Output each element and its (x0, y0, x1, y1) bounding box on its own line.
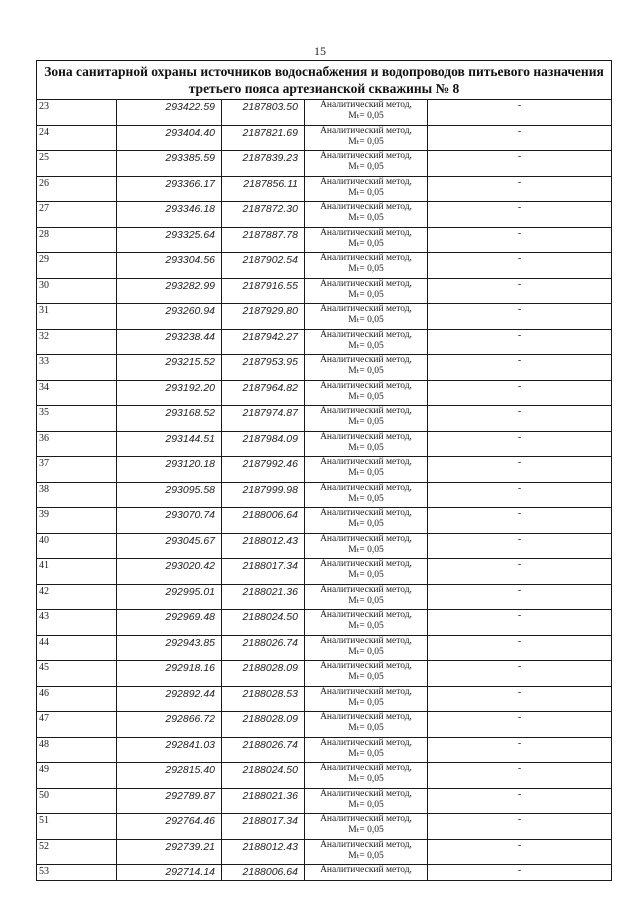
note-cell: - (428, 865, 612, 881)
method-name: Аналитический метод, (320, 100, 412, 110)
note-cell: - (428, 355, 612, 381)
coordinate-y: 2187999.98 (222, 482, 305, 508)
method-precision: Mₜ= 0,05 (348, 391, 384, 402)
method-name: Аналитический метод, (320, 227, 412, 238)
coordinate-y: 2187964.82 (222, 380, 305, 406)
point-number: 35 (37, 406, 117, 432)
method-name: Аналитический метод, (320, 763, 412, 773)
coordinate-x: 292815.40 (117, 763, 222, 789)
coordinate-x: 293045.67 (117, 533, 222, 559)
note-cell: - (428, 431, 612, 457)
method-precision: Mₜ= 0,05 (348, 187, 384, 198)
coordinate-x: 292969.48 (117, 610, 222, 636)
method-cell (305, 457, 428, 483)
coordinate-y: 2187821.69 (222, 125, 305, 151)
method-name: Аналитический метод, (320, 406, 412, 416)
point-number: 27 (37, 202, 117, 228)
point-number: 33 (37, 355, 117, 381)
method-name: Аналитический метод, (320, 329, 412, 340)
method-cell (305, 125, 428, 151)
method-precision: Mₜ= 0,05 (348, 417, 384, 427)
method-name: Аналитический метод, (320, 635, 412, 646)
table-row (37, 814, 612, 840)
table-row (37, 559, 612, 585)
point-number: 34 (37, 380, 117, 406)
note-cell: - (428, 125, 612, 151)
coordinate-y: 2188024.50 (222, 763, 305, 789)
method-name: Аналитический метод, (320, 125, 412, 136)
note-cell: - (428, 176, 612, 202)
coordinate-x: 293144.51 (117, 431, 222, 457)
point-number: 39 (37, 508, 117, 534)
method-precision: Mₜ= 0,05 (348, 544, 384, 555)
note-cell: - (428, 253, 612, 279)
method-precision: Mₜ= 0,05 (348, 162, 384, 172)
note-cell: - (428, 508, 612, 534)
point-number: 50 (37, 788, 117, 814)
method-precision: Mₜ= 0,05 (348, 315, 384, 325)
coordinate-x: 293192.20 (117, 380, 222, 406)
point-number: 37 (37, 457, 117, 483)
method-cell (305, 482, 428, 508)
method-precision: Mₜ= 0,05 (348, 238, 384, 249)
method-name: Аналитический метод, (320, 712, 412, 722)
method-name: Аналитический метод, (320, 482, 412, 493)
method-cell (305, 712, 428, 738)
note-cell: - (428, 686, 612, 712)
point-number: 49 (37, 763, 117, 789)
method-cell (305, 151, 428, 177)
method-cell (305, 202, 428, 228)
method-precision: Mₜ= 0,05 (348, 697, 384, 708)
note-cell: - (428, 151, 612, 177)
note-cell: - (428, 380, 612, 406)
note-cell: - (428, 763, 612, 789)
method-precision: Mₜ= 0,05 (348, 825, 384, 835)
method-name: Аналитический метод, (320, 508, 412, 518)
method-name: Аналитический метод, (320, 176, 412, 187)
coordinate-y: 2187953.95 (222, 355, 305, 381)
note-cell: - (428, 329, 612, 355)
coordinate-y: 2187902.54 (222, 253, 305, 279)
table-row (37, 227, 612, 253)
table-row (37, 406, 612, 432)
page-number: 15 (314, 44, 326, 58)
coordinate-x: 293385.59 (117, 151, 222, 177)
coordinate-x: 292995.01 (117, 584, 222, 610)
table-row (37, 176, 612, 202)
method-precision: Mₜ= 0,05 (348, 621, 384, 631)
coordinate-x: 293346.18 (117, 202, 222, 228)
point-number: 25 (37, 151, 117, 177)
coordinate-y: 2188021.36 (222, 584, 305, 610)
table-row (37, 457, 612, 483)
coordinate-x: 293120.18 (117, 457, 222, 483)
table-row (37, 431, 612, 457)
point-number: 40 (37, 533, 117, 559)
method-precision: Mₜ= 0,05 (348, 289, 384, 300)
table-row (37, 839, 612, 865)
coordinate-x: 293020.42 (117, 559, 222, 585)
method-cell (305, 278, 428, 304)
point-number: 48 (37, 737, 117, 763)
coordinate-x: 293260.94 (117, 304, 222, 330)
method-name: Аналитический метод, (320, 610, 412, 620)
coordinate-y: 2188024.50 (222, 610, 305, 636)
point-number: 53 (37, 865, 117, 881)
point-number: 41 (37, 559, 117, 585)
note-cell: - (428, 737, 612, 763)
note-cell: - (428, 406, 612, 432)
coordinate-x: 292789.87 (117, 788, 222, 814)
table-row (37, 329, 612, 355)
table-row (37, 355, 612, 381)
point-number: 44 (37, 635, 117, 661)
coordinate-y: 2188028.53 (222, 686, 305, 712)
coordinate-x: 292892.44 (117, 686, 222, 712)
coordinate-x: 293304.56 (117, 253, 222, 279)
coordinate-y: 2187803.50 (222, 100, 305, 126)
method-cell (305, 329, 428, 355)
method-precision: Mₜ= 0,05 (348, 264, 384, 274)
coordinate-x: 293325.64 (117, 227, 222, 253)
method-cell (305, 610, 428, 636)
point-number: 31 (37, 304, 117, 330)
note-cell: - (428, 457, 612, 483)
coordinate-y: 2187839.23 (222, 151, 305, 177)
method-name: Аналитический метод, (320, 814, 412, 824)
coordinate-x: 292714.14 (117, 865, 222, 881)
table-row (37, 763, 612, 789)
coordinate-x: 293366.17 (117, 176, 222, 202)
table-row (37, 508, 612, 534)
method-precision: Mₜ= 0,05 (348, 442, 384, 453)
table-row (37, 610, 612, 636)
method-cell (305, 584, 428, 610)
coordinate-x: 292866.72 (117, 712, 222, 738)
coordinate-x: 292918.16 (117, 661, 222, 687)
method-precision: Mₜ= 0,05 (348, 366, 384, 376)
method-cell (305, 737, 428, 763)
method-precision: Mₜ= 0,05 (348, 340, 384, 351)
coordinate-x: 293095.58 (117, 482, 222, 508)
method-name: Аналитический метод, (320, 559, 412, 569)
coordinate-y: 2187872.30 (222, 202, 305, 228)
method-name: Аналитический метод, (320, 304, 412, 314)
coordinate-y: 2187929.80 (222, 304, 305, 330)
method-name: Аналитический метод, (320, 457, 412, 467)
method-cell (305, 559, 428, 585)
coordinate-y: 2188026.74 (222, 737, 305, 763)
note-cell: - (428, 788, 612, 814)
table-row (37, 304, 612, 330)
coordinates-table (36, 60, 612, 881)
method-cell (305, 253, 428, 279)
point-number: 29 (37, 253, 117, 279)
point-number: 30 (37, 278, 117, 304)
coordinate-y: 2187992.46 (222, 457, 305, 483)
method-precision: Mₜ= 0,05 (348, 595, 384, 606)
table-row (37, 533, 612, 559)
method-cell (305, 431, 428, 457)
method-precision: Mₜ= 0,05 (348, 646, 384, 657)
note-cell: - (428, 304, 612, 330)
coordinate-x: 293282.99 (117, 278, 222, 304)
coordinate-x: 293238.44 (117, 329, 222, 355)
coordinate-x: 292943.85 (117, 635, 222, 661)
coordinate-y: 2188012.43 (222, 533, 305, 559)
note-cell: - (428, 559, 612, 585)
table-row (37, 100, 612, 126)
method-name: Аналитический метод, (320, 202, 412, 212)
method-name: Аналитический метод, (320, 584, 412, 595)
method-name: Аналитический метод, (320, 686, 412, 697)
point-number: 46 (37, 686, 117, 712)
method-cell (305, 304, 428, 330)
coordinate-x: 293215.52 (117, 355, 222, 381)
method-name: Аналитический метод, (320, 253, 412, 263)
method-precision: Mₜ= 0,05 (348, 570, 384, 580)
method-cell (305, 661, 428, 687)
method-precision: Mₜ= 0,05 (348, 748, 384, 759)
point-number: 45 (37, 661, 117, 687)
point-number: 24 (37, 125, 117, 151)
table-row (37, 788, 612, 814)
method-precision: Mₜ= 0,05 (348, 672, 384, 682)
note-cell: - (428, 661, 612, 687)
coordinate-y: 2188012.43 (222, 839, 305, 865)
coordinate-y: 2188006.64 (222, 508, 305, 534)
coordinate-y: 2188006.64 (222, 865, 305, 881)
table-title: Зона санитарной охраны источников водоснабжения и водопроводов питьевого назначения третьего пояса артезианской скважины № 8 (37, 61, 612, 100)
table-row (37, 202, 612, 228)
point-number: 51 (37, 814, 117, 840)
method-precision: Mₜ= 0,05 (348, 850, 384, 861)
method-cell (305, 100, 428, 126)
coordinate-y: 2188028.09 (222, 712, 305, 738)
method-cell (305, 686, 428, 712)
method-precision: Mₜ= 0,05 (348, 468, 384, 478)
method-precision: Mₜ= 0,05 (348, 213, 384, 223)
coordinate-y: 2188028.09 (222, 661, 305, 687)
note-cell: - (428, 100, 612, 126)
coordinate-x: 293070.74 (117, 508, 222, 534)
method-name: Аналитический метод, (320, 380, 412, 391)
method-cell (305, 508, 428, 534)
coordinate-y: 2187887.78 (222, 227, 305, 253)
table-row (37, 661, 612, 687)
method-name: Аналитический метод, (320, 661, 412, 671)
method-name: Аналитический метод, (320, 737, 412, 748)
method-precision: Mₜ= 0,05 (348, 723, 384, 733)
note-cell: - (428, 814, 612, 840)
point-number: 36 (37, 431, 117, 457)
coordinate-y: 2188017.34 (222, 559, 305, 585)
method-precision: Mₜ= 0,05 (348, 136, 384, 147)
method-name: Аналитический метод, (320, 839, 412, 850)
table-row (37, 482, 612, 508)
method-cell (305, 814, 428, 840)
method-name: Аналитический метод, (320, 278, 412, 289)
table-row (37, 151, 612, 177)
point-number: 38 (37, 482, 117, 508)
method-precision: Mₜ= 0,05 (348, 774, 384, 784)
method-cell (305, 176, 428, 202)
method-cell (305, 406, 428, 432)
point-number: 28 (37, 227, 117, 253)
coordinate-x: 293404.40 (117, 125, 222, 151)
table-row (37, 686, 612, 712)
method-precision: Mₜ= 0,05 (348, 799, 384, 810)
method-name: Аналитический метод, (320, 788, 412, 799)
method-precision: Mₜ= 0,05 (348, 493, 384, 504)
method-name: Аналитический метод, (305, 865, 428, 881)
table-row (37, 584, 612, 610)
method-cell (305, 635, 428, 661)
method-cell (305, 788, 428, 814)
method-name: Аналитический метод, (320, 431, 412, 442)
table-body (37, 100, 612, 881)
coordinate-y: 2187942.27 (222, 329, 305, 355)
point-number: 42 (37, 584, 117, 610)
point-number: 32 (37, 329, 117, 355)
table-row (37, 253, 612, 279)
note-cell: - (428, 584, 612, 610)
note-cell: - (428, 635, 612, 661)
coordinate-y: 2188017.34 (222, 814, 305, 840)
method-precision: Mₜ= 0,05 (348, 111, 384, 121)
coordinate-y: 2187916.55 (222, 278, 305, 304)
point-number: 43 (37, 610, 117, 636)
coordinate-x: 292739.21 (117, 839, 222, 865)
note-cell: - (428, 839, 612, 865)
note-cell: - (428, 227, 612, 253)
coordinate-x: 293422.59 (117, 100, 222, 126)
coordinate-x: 292841.03 (117, 737, 222, 763)
coordinate-x: 293168.52 (117, 406, 222, 432)
table-row (37, 635, 612, 661)
table-row (37, 380, 612, 406)
coordinate-y: 2187974.87 (222, 406, 305, 432)
note-cell: - (428, 278, 612, 304)
method-cell (305, 227, 428, 253)
table-row (37, 737, 612, 763)
method-precision: Mₜ= 0,05 (348, 519, 384, 529)
method-cell (305, 355, 428, 381)
note-cell: - (428, 610, 612, 636)
coordinate-y: 2187856.11 (222, 176, 305, 202)
table-row-last (37, 865, 612, 881)
coordinate-y: 2188026.74 (222, 635, 305, 661)
method-name: Аналитический метод, (320, 151, 412, 161)
method-name: Аналитический метод, (320, 355, 412, 365)
note-cell: - (428, 202, 612, 228)
note-cell: - (428, 533, 612, 559)
note-cell: - (428, 482, 612, 508)
point-number: 23 (37, 100, 117, 126)
point-number: 52 (37, 839, 117, 865)
method-cell (305, 380, 428, 406)
method-cell (305, 533, 428, 559)
coordinate-x: 292764.46 (117, 814, 222, 840)
coordinate-y: 2188021.36 (222, 788, 305, 814)
table-row (37, 125, 612, 151)
method-cell (305, 763, 428, 789)
table-row (37, 278, 612, 304)
method-name: Аналитический метод, (320, 533, 412, 544)
point-number: 26 (37, 176, 117, 202)
method-cell (305, 839, 428, 865)
point-number: 47 (37, 712, 117, 738)
table-row (37, 712, 612, 738)
note-cell: - (428, 712, 612, 738)
coordinate-y: 2187984.09 (222, 431, 305, 457)
